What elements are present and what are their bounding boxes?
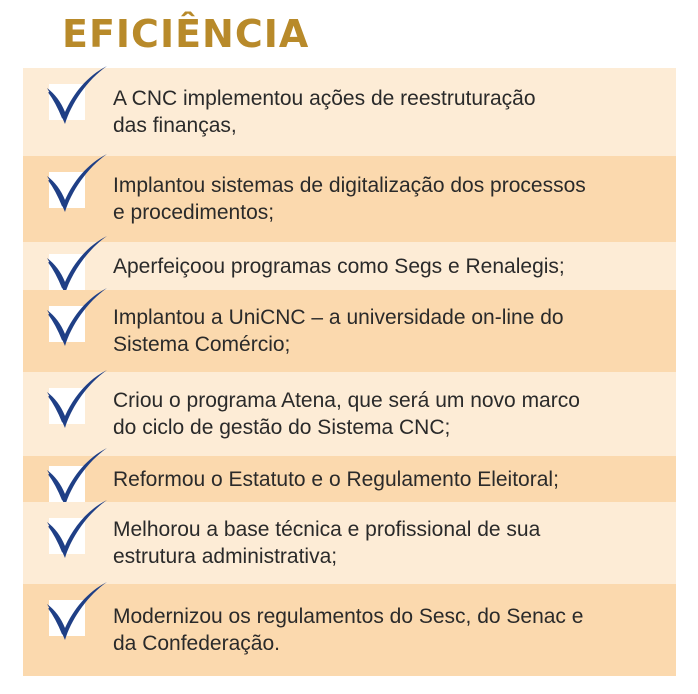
checkmark-icon [41,578,113,646]
item-text: Implantou a UniCNC – a universidade on-line do Sistema Comércio; [113,306,564,356]
list-item [23,456,676,502]
checkmark-icon [41,284,113,352]
item-text: Modernizou os regulamentos do Sesc, do Senac e da Confederação. [113,605,584,655]
checkmark-icon [41,62,113,130]
item-text: Melhorou a base técnica e profissional de sua estrutura administrativa; [113,518,541,568]
checkmark-icon [41,366,113,434]
checkmark-icon [41,496,113,564]
page-title: EFICIÊNCIA [62,12,310,56]
list-item [23,372,676,456]
list-item [23,68,676,156]
list-item [23,584,676,676]
list-item [23,242,676,290]
item-text: Implantou sistemas de digitalização dos processos e procedimentos; [113,174,586,224]
checkmark-icon [41,150,113,218]
list-item [23,156,676,242]
item-text: Reformou o Estatuto e o Regulamento Eleitoral; [113,467,559,491]
list-item [23,502,676,584]
list-item [23,290,676,372]
item-text: Aperfeiçoou programas como Segs e Renalegis; [113,254,565,278]
efficiency-list [23,68,676,676]
item-text: A CNC implementou ações de reestruturação das finanças, [113,87,536,137]
item-text: Criou o programa Atena, que será um novo marco do ciclo de gestão do Sistema CNC; [113,389,580,439]
